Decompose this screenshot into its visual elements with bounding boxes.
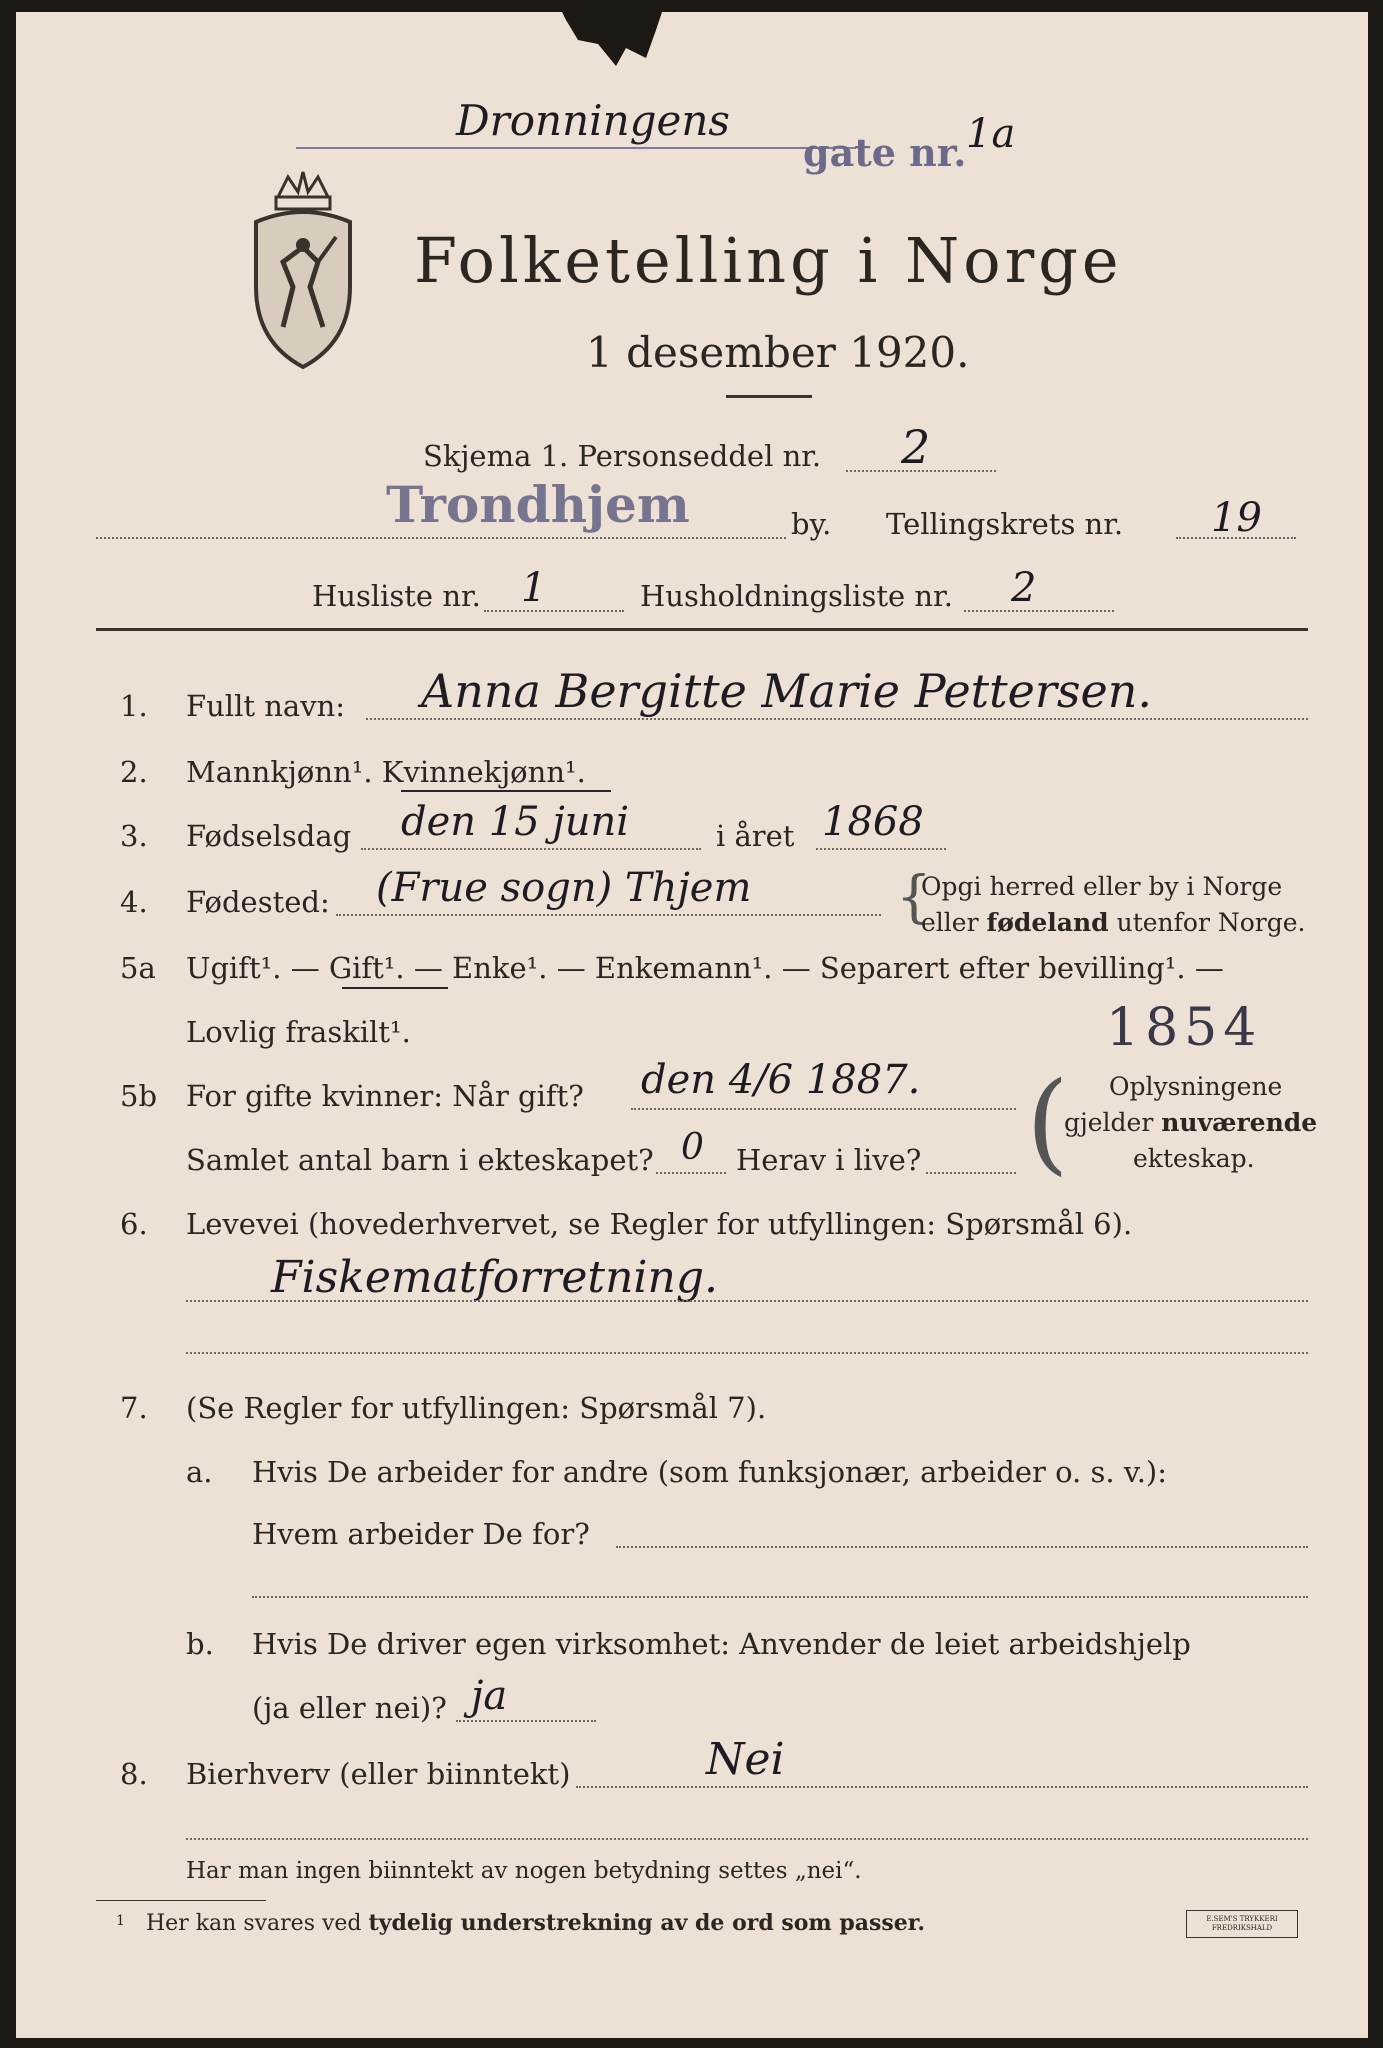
city-line: [96, 537, 786, 539]
husholdningsliste-label: Husholdningsliste nr.: [640, 579, 953, 613]
header-divider: [96, 628, 1308, 631]
q8-number: 8.: [120, 1757, 148, 1791]
form-date: 1 desember 1920.: [586, 328, 970, 377]
husholdningsliste-number: 2: [1011, 565, 1037, 611]
q4-number: 4.: [120, 885, 148, 919]
husliste-label: Husliste nr.: [312, 579, 481, 613]
q5b-alive-line: [926, 1172, 1016, 1174]
q5b-label: For gifte kvinner: Når gift?: [186, 1079, 584, 1113]
q3-number: 3.: [120, 819, 148, 853]
q5b-note-line3: ekteskap.: [1133, 1144, 1255, 1173]
torn-paper-corner: [556, 0, 666, 70]
q5a-gift-underline: [342, 987, 448, 989]
q4-note-line1: Opgi herred eller by i Norge: [921, 872, 1283, 901]
footnote-mark: 1: [116, 1913, 125, 1929]
q3-year-label: i året: [716, 819, 795, 853]
q2-label: Mannkjønn¹. Kvinnekjønn¹.: [186, 755, 586, 789]
street-stamp-line: [296, 147, 856, 149]
q7a-letter: a.: [186, 1455, 213, 1489]
q5b-alive-label: Herav i live?: [736, 1143, 922, 1177]
q6-number: 6.: [120, 1207, 148, 1241]
city-stamp: Trondhjem: [386, 475, 690, 534]
q8-answer: Nei: [706, 1734, 785, 1785]
q7a-text: Hvis De arbeider for andre (som funksjonær, arbeider o. s. v.):: [252, 1455, 1168, 1489]
q6-label: Levevei (hovederhvervet, se Regler for utfyllingen: Spørsmål 6).: [186, 1207, 1133, 1241]
schema-label: Skjema 1. Personseddel nr.: [423, 439, 822, 473]
street-stamp-gate: gate nr.: [803, 130, 967, 175]
q7-number: 7.: [120, 1391, 148, 1425]
q5b-note-line1: Oplysningene: [1109, 1072, 1283, 1101]
husliste-number: 1: [521, 565, 547, 611]
q5b-number: 5b: [120, 1079, 158, 1113]
q5b-answer: den 4/6 1887.: [641, 1057, 921, 1103]
q4-answer: (Frue sogn) Thjem: [376, 865, 752, 911]
q4-note-line2: eller fødeland utenfor Norge.: [921, 908, 1306, 937]
census-form-sheet: [16, 12, 1368, 2038]
q6-line2: [186, 1352, 1308, 1354]
q3-year: 1868: [822, 799, 924, 845]
q7b-line: [456, 1720, 596, 1722]
q4-brace: {: [896, 865, 932, 930]
q1-line: [366, 718, 1308, 720]
q5a-line2: Lovlig fraskilt¹.: [186, 1015, 411, 1049]
q4-line: [336, 914, 881, 916]
q5b-children-answer: 0: [681, 1127, 704, 1168]
q1-label: Fullt navn:: [186, 689, 346, 723]
form-title: Folketelling i Norge: [414, 224, 1123, 297]
q8-line1: [576, 1786, 1308, 1788]
q2-number: 2.: [120, 755, 148, 789]
title-divider: [726, 395, 812, 398]
q7b-answer: ja: [471, 1673, 508, 1719]
q1-answer: Anna Bergitte Marie Pettersen.: [421, 664, 1152, 718]
q5a-number: 5a: [120, 951, 156, 985]
q8-note: Har man ingen biinntekt av nogen betydning settes „nei“.: [186, 1858, 862, 1884]
q2-underline: [401, 790, 611, 792]
q5b-line: [631, 1108, 1016, 1110]
husholdningsliste-line: [964, 610, 1114, 612]
personseddel-number: 2: [901, 420, 931, 474]
q5b-note-line2: gjelder nuværende: [1064, 1108, 1318, 1137]
q1-number: 1.: [120, 689, 148, 723]
footnote-text: Her kan svares ved tydelig understrekning av de ord som passer.: [146, 1910, 926, 1936]
q7-label: (Se Regler for utfyllingen: Spørsmål 7).: [186, 1391, 767, 1425]
coat-of-arms-icon: [248, 167, 358, 377]
q7a-line1: [616, 1546, 1308, 1548]
by-label: by.: [791, 507, 832, 541]
tellingskrets-label: Tellingskrets nr.: [886, 507, 1124, 541]
q5b-children-label: Samlet antal barn i ekteskapet?: [186, 1143, 654, 1177]
q8-label: Bierhverv (eller biinntekt): [186, 1757, 571, 1791]
q4-label: Fødested:: [186, 885, 330, 919]
q5b-brace: (: [1026, 1058, 1069, 1186]
printer-mark: E.SEM'S TRYKKERI FREDRIKSHALD: [1186, 1910, 1298, 1938]
q3-label: Fødselsdag: [186, 819, 352, 853]
q7b-question: (ja eller nei)?: [252, 1691, 447, 1725]
q3-answer: den 15 juni: [401, 799, 630, 845]
footnote-rule: [96, 1900, 266, 1901]
q7a-line2: [252, 1596, 1308, 1598]
husliste-line: [484, 610, 624, 612]
q6-answer: Fiskematforretning.: [271, 1252, 718, 1303]
q8-line2: [186, 1838, 1308, 1840]
q7a-question: Hvem arbeider De for?: [252, 1517, 590, 1551]
q7b-text: Hvis De driver egen virksomhet: Anvender de leiet arbeidshjelp: [252, 1627, 1191, 1661]
q3-year-line: [816, 848, 946, 850]
q5b-children-line: [656, 1172, 726, 1174]
street-number: 1a: [966, 111, 1016, 157]
q6-line1: [186, 1300, 1308, 1302]
q5a-margin-note: 1854: [1106, 998, 1263, 1058]
tellingskrets-number: 19: [1211, 495, 1262, 541]
q3-line: [361, 848, 701, 850]
q7b-letter: b.: [186, 1627, 214, 1661]
q5a-line1: Ugift¹. — Gift¹. — Enke¹. — Enkemann¹. — Separert efter bevilling¹. —: [186, 951, 1224, 985]
street-handwritten: Dronningens: [456, 96, 730, 145]
